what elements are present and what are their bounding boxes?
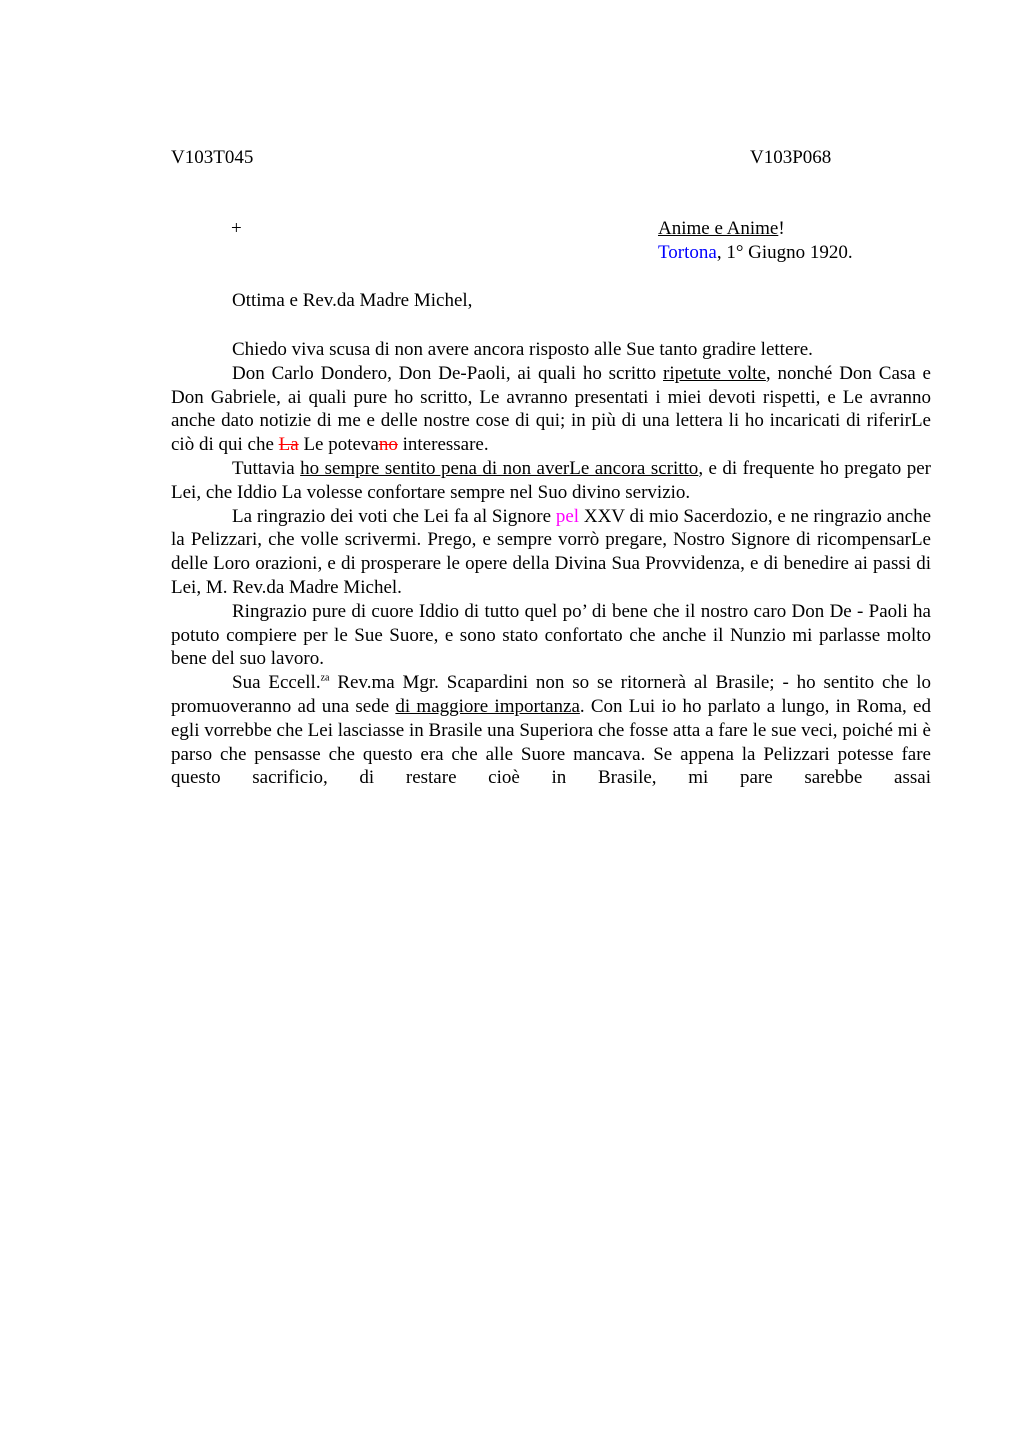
paragraph-4: [171, 505, 931, 600]
motto-end: !: [778, 218, 785, 239]
cross-symbol: +: [231, 218, 242, 239]
document-reference-right: V103P068: [750, 147, 832, 168]
p4-highlighted: pel: [555, 505, 580, 527]
p6-text-a: Sua Eccell.: [232, 672, 321, 694]
letter-dateline: [658, 242, 853, 264]
p6-text-c: . Con Lui io ho parlato a lungo, in Roma, ed egli vorrebbe che Lei lasciasse in Brasile una Superiora che fosse atta a fare le sue veci, poiché mi è parso che pensasse che questo era che alle Suore mancava. Se appena la Pelizzari potesse fare questo sacrificio, di restare cioè in Brasile, mi pare sarebbe assai: [171, 695, 931, 789]
paragraph-5: Ringrazio pure di cuore Iddio di tutto quel po’ di bene che il nostro caro Don De - Paoli ha potuto compiere per le Sue Suore, e sono stato confortato che anche il Nunzio mi parlasse molto bene del suo lavoro.: [171, 600, 931, 670]
p6-underlined: di maggiore importanza: [395, 695, 580, 717]
p6-text-b: Rev.ma Mgr. Scapardini non so se ritornerà al Brasile; - ho sentito che lo promuoveranno ad una sede: [171, 672, 931, 717]
date-rest: , 1° Giugno 1920.: [716, 242, 853, 263]
p6-superscript: za: [320, 672, 330, 684]
p2-text-a: Don Carlo Dondero, Don De-Paoli, ai quali ho scritto: [232, 362, 664, 384]
motto-underlined: Anime e Anime: [658, 218, 779, 239]
p3-underlined: ho sempre sentito pena di non averLe ancora scritto: [300, 457, 699, 479]
p2-underlined: ripetute volte: [663, 362, 766, 384]
paragraph-6: [171, 671, 931, 790]
paragraph-2: [171, 362, 931, 457]
p2-deleted-2: no: [378, 434, 398, 456]
p2-deleted-1: La: [278, 434, 299, 456]
p3-text-b: , e di frequente ho pregato per Lei, che Iddio La volesse confortare sempre nel Suo divino servizio.: [171, 457, 931, 503]
document-reference-left: V103T045: [171, 147, 254, 168]
paragraph-1: Chiedo viva scusa di non avere ancora risposto alle Sue tanto gradire lettere.: [232, 339, 813, 360]
date-city: Tortona: [658, 242, 717, 263]
p2-text-d: interessare.: [397, 434, 489, 456]
letter-body: [171, 338, 931, 790]
paragraph-3: [171, 457, 931, 505]
p3-text-a: Tuttavia: [232, 457, 301, 479]
p2-text-b: , nonché Don Casa e Don Gabriele, ai quali pure ho scritto, Le avranno presentati i miei devoti rispetti, e Le avranno anche dato notizie di me e delle nostre cose di qui; in più di una lettera li ho incaricati di riferirLe ciò di qui che: [171, 362, 931, 456]
p4-text-b: XXV di mio Sacerdozio, e ne ringrazio anche la Pelizzari, che volle scrivermi. Prego, e sempre vorrò pregare, Nostro Signore di ricompensarLe delle Loro orazioni, e di prosperare le opere della Divina Sua Provvidenza, e di benedire ai passi di Lei, M. Rev.da Madre Michel.: [171, 505, 932, 598]
p4-text-a: La ringrazio dei voti che Lei fa al Signore: [232, 505, 556, 527]
salutation: Ottima e Rev.da Madre Michel,: [232, 290, 473, 311]
p2-text-c: Le poteva: [298, 434, 379, 456]
letter-motto: [658, 218, 785, 240]
